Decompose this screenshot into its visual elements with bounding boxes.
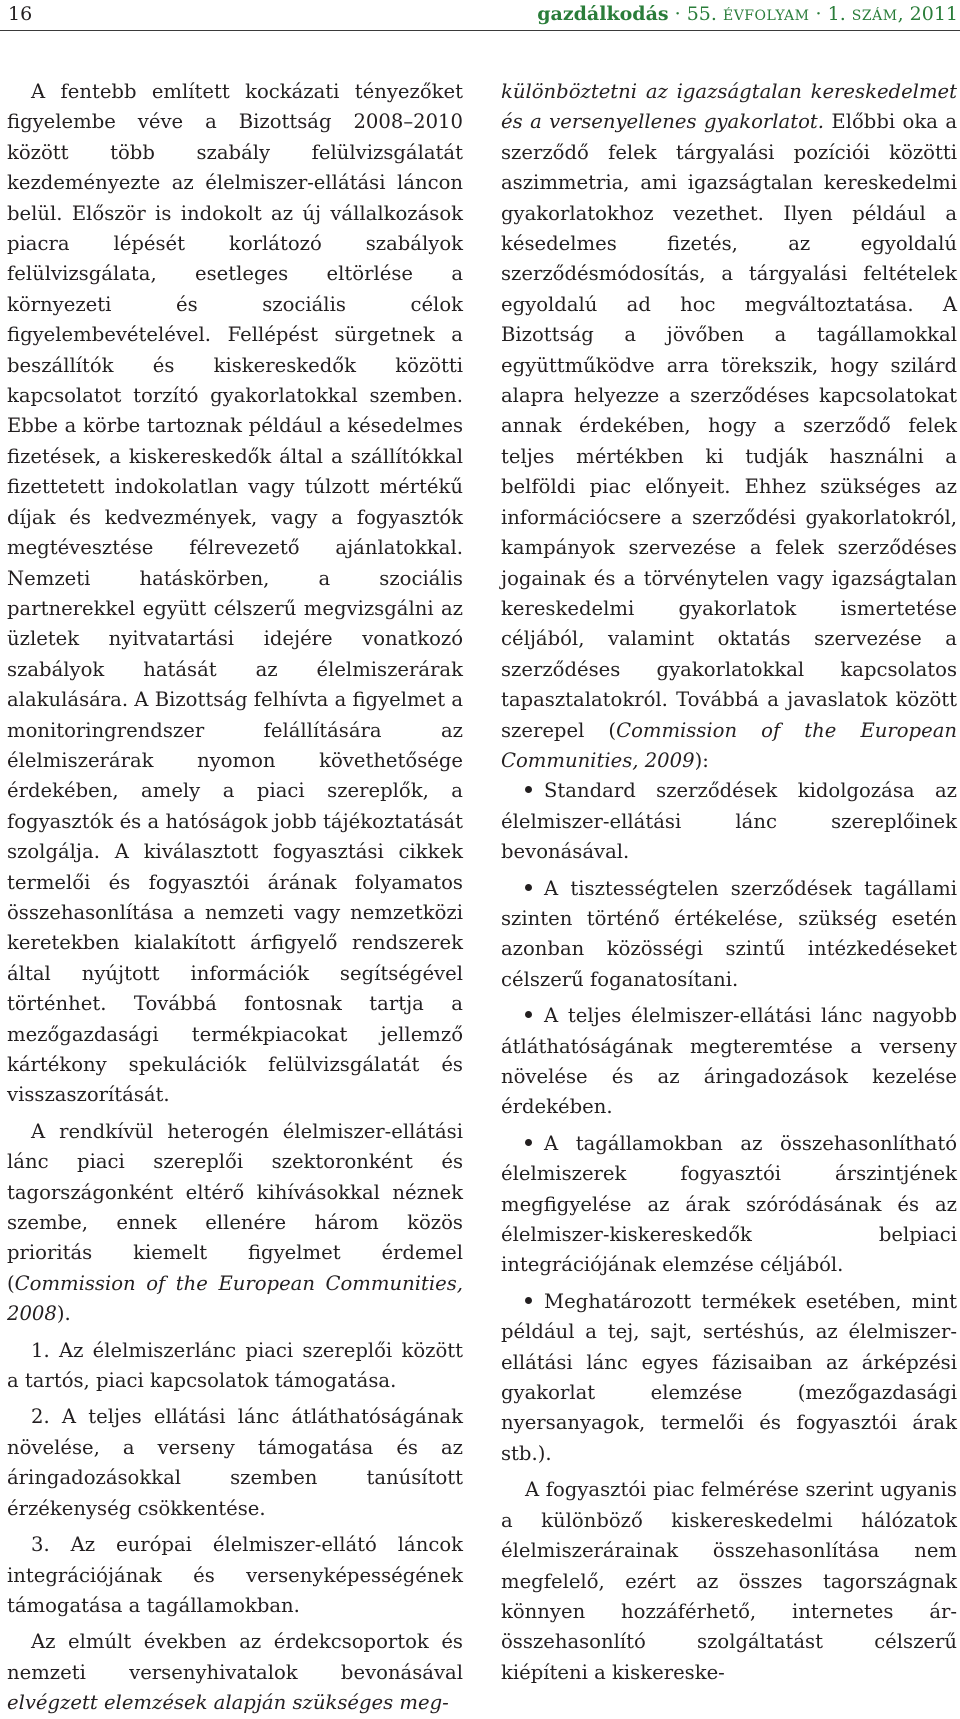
- right-column: [501, 77, 957, 1688]
- interest-groups-text: Az elmúlt években az érdekcsoportok és nemzeti versenyhivatalok bevonásával: [7, 1630, 463, 1684]
- priority-item-3: 3. Az európai élelmiszer-ellátó láncok integrációjának és versenyképességének támogatása a tagállamokban.: [7, 1533, 463, 1617]
- bullet-icon: [525, 1011, 532, 1018]
- running-header: [0, 0, 960, 31]
- priority-item-1: 1. Az élelmiszerlánc piaci szereplői között a tartós, piaci kapcsolatok támogatása.: [7, 1338, 463, 1393]
- proposal-list: [501, 776, 957, 1469]
- issue-number: · 1.: [809, 3, 852, 25]
- priorities-text: A rendkívül heterogén élelmiszer-ellátási lánc piaci szereplői szektoronként és tagországonként eltérő kihívásokkal néznek szembe, ennek ellenére három közös prioritás kiemelt figyelmet érdemel (: [7, 1119, 463, 1295]
- left-column: [7, 77, 463, 1719]
- list-item: A tisztességtelen szerződések tagállami szinten történő értékelése, szükség esetén azonban közösségi szintű intézkedéseket célszerű foganatosítani.: [501, 876, 957, 991]
- list-item: Standard szerződések kidolgozása az élelmiszer-ellátási lánc szereplőinek bevonásával.: [501, 779, 957, 864]
- bullet-icon: [525, 1297, 532, 1304]
- journal-title: gazdálkodás: [537, 3, 669, 25]
- paragraph-commission-review: A fentebb említett kockázati tényezőket figyelembe véve a Bizottság 2008–2010 között több szabály felülvizsgálatát kezdeményezte az élelmiszer-ellátási láncon belül. Először is indokolt az új vállalkozások piacra lépését korlátozó szabályok felülvizsgálata, esetleges eltörlése a környezeti és szociális célok figyelembevételével. Fellépést sürgetnek a beszállítók és kiskereskedők közötti kapcsolatot torzító gyakorlatokkal szemben. Ebbe a körbe tartoznak például a késedelmes fizetések, a kiskereskedők által a szállítókkal fizettetett indokolatlan vagy túlzott mértékű díjak és kedvezmények, vagy a fogyasztók megtévesztése félrevezető ajánlatokkal. Nemzeti hatáskörben, a szociális partnerekkel együtt célszerű megvizsgálni az üzletek nyitvatartási idejére vonatkozó szabályok hatását az élelmiszerárak alakulására. A Bizottság felhívta a figyelmet a monitoringrendszer felállítására az élelmiszerárak nyomon követhetősége érdekében, amely a piaci szereplők, a fogyasztók és a hatóságok jobb tájékoztatását szolgálja. A kiválasztott fogyasztási cikkek termelői és fogyasztói árának folyamatos összehasonlítása a nemzeti vagy nemzetközi keretekben kialakított árfigyelő rendszerek által nyújtott információk segítségével történhet. Továbbá fontosnak tartja a mezőgazdasági termékpiacokat jellemző kártékony spekulációk felülvizsgálatát és visszaszorítását.: [7, 80, 463, 1107]
- paragraph-interest-groups: [7, 1627, 463, 1718]
- unfair-trade-text: Előbbi oka a szerződő felek tárgyalási pozíciói közötti aszimmetria, ami igazságtalan kereskedelmi gyakorlatokhoz vezethet. Ilyen például a késedelmes fizetés, az egyoldalú szerződésmódosítás, a tárgyalási feltételek egyoldalú ad hoc megváltoztatása. A Bizottság a jövőben a tagállamokkal együttműködve arra törekszik, hogy szilárd alapra helyezze a szerződéses kapcsolatokat annak érdekében, hogy a szerződő felek teljes mértékben ki tudják használni a belföldi piac előnyeit. Ehhez szükséges az információcsere a szerződési gyakorlatokról, kampányok szervezése a felek szerződéses jogainak és a törvénytelen vagy igazságtalan kereskedelmi gyakorlatok ismertetése céljából, valamint oktatás szervezése a szerződéses gyakorlatokkal kapcsolatos tapasztalatokról. Továbbá a javaslatok között szerepel (: [501, 110, 957, 742]
- list-item: A tagállamokban az összehasonlítható élelmiszerek fogyasztói árszintjének megfigyelése az árak szóródásának és az élelmiszer-kiskereskedők belpiaci integrációjának elemzése céljából.: [501, 1131, 957, 1277]
- interest-groups-italic: elvégzett elemzések alapján szükséges meg-: [7, 1691, 449, 1715]
- bullet-icon: [525, 786, 532, 793]
- bullet-icon: [525, 1139, 532, 1146]
- paragraph-unfair-trade: [501, 77, 957, 776]
- volume-label: ÉVFOLYAM: [722, 8, 810, 24]
- issue-label: SZÁM: [851, 8, 898, 24]
- paragraph-priorities: [7, 1117, 463, 1330]
- page-number: 16: [8, 3, 33, 25]
- unfair-trade-italic: különböztetni az igazságtalan kereskedelmet és a versenyellenes gyakorlatot.: [501, 80, 957, 134]
- citation: Commission of the European Communities, 2008: [7, 1271, 463, 1326]
- list-item: Meghatározott termékek esetében, mint például a tej, sajt, sertéshús, az élelmiszer-ellátási lánc egyes fázisaiban az árképzési gyakorlat elemzése (mezőgazdasági nyersanyagok, termelői és fogyasztói árak stb.).: [501, 1289, 957, 1465]
- unfair-trade-end: ):: [694, 748, 709, 772]
- volume-number: · 55.: [668, 3, 723, 25]
- citation: Commission of the European Communities, 2009: [501, 718, 957, 772]
- priorities-end: ).: [56, 1302, 71, 1326]
- priority-item-2: 2. A teljes ellátási lánc átláthatóságának növelése, a verseny támogatása és az áringadozásokkal szemben tanúsított érzékenység csökkentése.: [7, 1405, 463, 1520]
- bullet-icon: [525, 884, 532, 891]
- paragraph-consumer-market: A fogyasztói piac felmérése szerint ugyanis a különböző kiskereskedelmi hálózatok élelmiszerárainak összehasonlítása nem megfelelő, ezért az összes tagországnak könnyen hozzáférhető, internetes ár-összehasonlító szolgáltatást célszerű kiépíteni a kiskereske-: [501, 1478, 957, 1684]
- list-item: A teljes élelmiszer-ellátási lánc nagyobb átláthatóságának megteremtése a verseny növelése és az áringadozások kezelése érdekében.: [501, 1004, 957, 1119]
- journal-running-head: [537, 0, 958, 30]
- publication-year: , 2011: [897, 3, 958, 25]
